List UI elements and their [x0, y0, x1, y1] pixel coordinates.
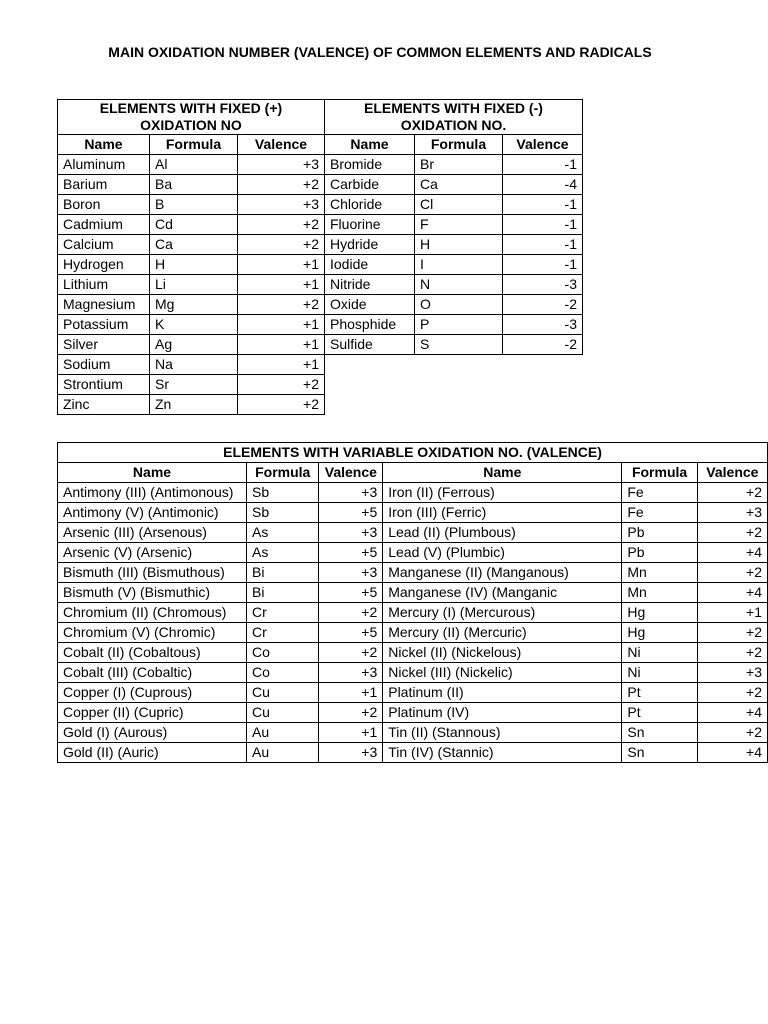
element-valence: +2 — [238, 175, 325, 195]
element-formula: Sb — [246, 483, 319, 503]
element-valence: -3 — [503, 315, 583, 335]
element-formula: Al — [150, 155, 238, 175]
element-valence: +3 — [238, 155, 325, 175]
element-valence: +2 — [697, 723, 767, 743]
element-name: Mercury (II) (Mercuric) — [383, 623, 622, 643]
element-valence: +1 — [238, 275, 325, 295]
element-name: Chromium (II) (Chromous) — [58, 603, 247, 623]
element-name: Lithium — [58, 275, 150, 295]
empty-cell — [415, 355, 503, 375]
element-valence: +1 — [319, 723, 383, 743]
element-name: Platinum (II) — [383, 683, 622, 703]
element-name: Bismuth (V) (Bismuthic) — [58, 583, 247, 603]
element-formula: Co — [246, 643, 319, 663]
element-name: Iron (III) (Ferric) — [383, 503, 622, 523]
table-row — [58, 703, 768, 723]
element-formula: N — [415, 275, 503, 295]
element-valence: +4 — [697, 703, 767, 723]
element-name: Bromide — [325, 155, 415, 175]
element-name: Copper (I) (Cuprous) — [58, 683, 247, 703]
element-valence: -1 — [503, 155, 583, 175]
element-name: Manganese (II) (Manganous) — [383, 563, 622, 583]
element-valence: +1 — [319, 683, 383, 703]
element-formula: Mg — [150, 295, 238, 315]
element-formula: Br — [415, 155, 503, 175]
element-name: Platinum (IV) — [383, 703, 622, 723]
column-header-formula: Formula — [622, 463, 697, 483]
element-valence: +2 — [238, 235, 325, 255]
element-formula: F — [415, 215, 503, 235]
element-name: Strontium — [58, 375, 150, 395]
element-name: Hydrogen — [58, 255, 150, 275]
element-name: Copper (II) (Cupric) — [58, 703, 247, 723]
element-valence: +3 — [319, 523, 383, 543]
element-valence: +2 — [319, 603, 383, 623]
table-row — [58, 743, 768, 763]
table-row — [58, 315, 583, 335]
element-valence: +2 — [319, 703, 383, 723]
element-valence: +3 — [319, 483, 383, 503]
element-name: Lead (V) (Plumbic) — [383, 543, 622, 563]
element-formula: Ca — [150, 235, 238, 255]
column-header-formula: Formula — [150, 135, 238, 155]
element-valence: +5 — [319, 543, 383, 563]
element-formula: Fe — [622, 483, 697, 503]
element-name: Arsenic (V) (Arsenic) — [58, 543, 247, 563]
element-formula: Cr — [246, 603, 319, 623]
element-valence: +2 — [697, 563, 767, 583]
element-name: Manganese (IV) (Manganic — [383, 583, 622, 603]
element-formula: Hg — [622, 603, 697, 623]
table-row — [58, 663, 768, 683]
table-row — [58, 583, 768, 603]
table-row — [58, 523, 768, 543]
element-name: Gold (I) (Aurous) — [58, 723, 247, 743]
element-valence: +1 — [697, 603, 767, 623]
element-formula: As — [246, 523, 319, 543]
element-name: Carbide — [325, 175, 415, 195]
element-name: Potassium — [58, 315, 150, 335]
table-row — [58, 375, 583, 395]
element-valence: +3 — [319, 563, 383, 583]
element-name: Phosphide — [325, 315, 415, 335]
page-title: MAIN OXIDATION NUMBER (VALENCE) OF COMMON ELEMENTS AND RADICALS — [108, 44, 652, 60]
element-formula: Na — [150, 355, 238, 375]
element-name: Boron — [58, 195, 150, 215]
element-valence: +1 — [238, 355, 325, 375]
element-valence: +5 — [319, 583, 383, 603]
element-name: Iron (II) (Ferrous) — [383, 483, 622, 503]
table-row — [58, 155, 583, 175]
table-row — [58, 483, 768, 503]
table-row — [58, 275, 583, 295]
element-formula: Sr — [150, 375, 238, 395]
empty-cell — [503, 395, 583, 415]
element-formula: Pt — [622, 703, 697, 723]
element-valence: -1 — [503, 215, 583, 235]
element-valence: +3 — [697, 663, 767, 683]
variable-header: ELEMENTS WITH VARIABLE OXIDATION NO. (VALENCE) — [58, 443, 768, 463]
element-formula: Li — [150, 275, 238, 295]
element-valence: +2 — [697, 523, 767, 543]
empty-cell — [503, 355, 583, 375]
element-formula: Bi — [246, 563, 319, 583]
element-name: Gold (II) (Auric) — [58, 743, 247, 763]
element-formula: Sn — [622, 743, 697, 763]
element-formula: Ni — [622, 663, 697, 683]
element-name: Chloride — [325, 195, 415, 215]
element-name: Cobalt (II) (Cobaltous) — [58, 643, 247, 663]
table-row — [58, 503, 768, 523]
element-name: Nitride — [325, 275, 415, 295]
element-formula: Sn — [622, 723, 697, 743]
table-row — [58, 623, 768, 643]
element-name: Sodium — [58, 355, 150, 375]
element-formula: Hg — [622, 623, 697, 643]
element-formula: Zn — [150, 395, 238, 415]
element-valence: +2 — [238, 395, 325, 415]
element-valence: +5 — [319, 623, 383, 643]
element-valence: +2 — [697, 623, 767, 643]
element-formula: Cl — [415, 195, 503, 215]
column-header-name: Name — [58, 135, 150, 155]
variable-oxidation-table — [57, 442, 768, 763]
column-header-valence: Valence — [238, 135, 325, 155]
element-name: Antimony (III) (Antimonous) — [58, 483, 247, 503]
table-row — [58, 643, 768, 663]
element-valence: +1 — [238, 255, 325, 275]
column-header-formula: Formula — [246, 463, 319, 483]
element-name: Oxide — [325, 295, 415, 315]
element-formula: Mn — [622, 563, 697, 583]
element-formula: H — [415, 235, 503, 255]
element-formula: Fe — [622, 503, 697, 523]
element-formula: O — [415, 295, 503, 315]
column-header-name: Name — [325, 135, 415, 155]
element-valence: +3 — [238, 195, 325, 215]
column-header-valence: Valence — [503, 135, 583, 155]
element-valence: +2 — [238, 215, 325, 235]
empty-cell — [415, 395, 503, 415]
element-formula: Mn — [622, 583, 697, 603]
element-valence: +2 — [238, 295, 325, 315]
element-valence: -1 — [503, 235, 583, 255]
element-name: Aluminum — [58, 155, 150, 175]
element-valence: +2 — [697, 643, 767, 663]
element-name: Cobalt (III) (Cobaltic) — [58, 663, 247, 683]
element-name: Bismuth (III) (Bismuthous) — [58, 563, 247, 583]
element-name: Antimony (V) (Antimonic) — [58, 503, 247, 523]
column-header-formula: Formula — [415, 135, 503, 155]
element-valence: +3 — [319, 663, 383, 683]
table-row — [58, 235, 583, 255]
element-formula: Au — [246, 743, 319, 763]
table-row — [58, 175, 583, 195]
element-name: Nickel (III) (Nickelic) — [383, 663, 622, 683]
element-formula: Ca — [415, 175, 503, 195]
table-row — [58, 355, 583, 375]
table-row — [58, 395, 583, 415]
element-valence: -1 — [503, 255, 583, 275]
table-row — [58, 295, 583, 315]
element-name: Sulfide — [325, 335, 415, 355]
element-name: Calcium — [58, 235, 150, 255]
element-formula: Sb — [246, 503, 319, 523]
element-formula: Cr — [246, 623, 319, 643]
table-row — [58, 195, 583, 215]
element-name: Nickel (II) (Nickelous) — [383, 643, 622, 663]
element-name: Silver — [58, 335, 150, 355]
element-formula: As — [246, 543, 319, 563]
element-valence: +1 — [238, 335, 325, 355]
element-valence: +2 — [238, 375, 325, 395]
element-valence: +1 — [238, 315, 325, 335]
element-formula: Ag — [150, 335, 238, 355]
fixed-negative-header: ELEMENTS WITH FIXED (-) OXIDATION NO. — [325, 100, 583, 135]
element-formula: P — [415, 315, 503, 335]
element-name: Tin (IV) (Stannic) — [383, 743, 622, 763]
element-formula: Pt — [622, 683, 697, 703]
element-valence: -2 — [503, 295, 583, 315]
element-valence: -3 — [503, 275, 583, 295]
element-formula: H — [150, 255, 238, 275]
table-row — [58, 543, 768, 563]
element-formula: Cu — [246, 703, 319, 723]
empty-cell — [325, 355, 415, 375]
element-name: Fluorine — [325, 215, 415, 235]
element-name: Zinc — [58, 395, 150, 415]
element-formula: I — [415, 255, 503, 275]
element-formula: Co — [246, 663, 319, 683]
table-row — [58, 723, 768, 743]
table-row — [58, 603, 768, 623]
column-header-name: Name — [383, 463, 622, 483]
table-row — [58, 255, 583, 275]
element-formula: Cu — [246, 683, 319, 703]
element-formula: Pb — [622, 523, 697, 543]
element-formula: Ni — [622, 643, 697, 663]
element-valence: +2 — [697, 683, 767, 703]
element-name: Hydride — [325, 235, 415, 255]
fixed-positive-header: ELEMENTS WITH FIXED (+) OXIDATION NO — [58, 100, 325, 135]
element-valence: +3 — [319, 743, 383, 763]
element-formula: B — [150, 195, 238, 215]
element-valence: +3 — [697, 503, 767, 523]
element-formula: Pb — [622, 543, 697, 563]
element-valence: +2 — [319, 643, 383, 663]
element-formula: Cd — [150, 215, 238, 235]
fixed-oxidation-table — [57, 99, 583, 415]
table-row — [58, 335, 583, 355]
element-name: Chromium (V) (Chromic) — [58, 623, 247, 643]
element-valence: +5 — [319, 503, 383, 523]
empty-cell — [503, 375, 583, 395]
element-name: Lead (II) (Plumbous) — [383, 523, 622, 543]
table-row — [58, 683, 768, 703]
column-header-name: Name — [58, 463, 247, 483]
element-formula: Au — [246, 723, 319, 743]
element-formula: Bi — [246, 583, 319, 603]
element-name: Mercury (I) (Mercurous) — [383, 603, 622, 623]
empty-cell — [325, 395, 415, 415]
column-header-valence: Valence — [697, 463, 767, 483]
element-valence: +2 — [697, 483, 767, 503]
element-name: Iodide — [325, 255, 415, 275]
element-valence: -4 — [503, 175, 583, 195]
element-name: Cadmium — [58, 215, 150, 235]
element-valence: +4 — [697, 583, 767, 603]
empty-cell — [325, 375, 415, 395]
element-valence: -2 — [503, 335, 583, 355]
element-valence: -1 — [503, 195, 583, 215]
table-row — [58, 215, 583, 235]
element-formula: K — [150, 315, 238, 335]
column-header-valence: Valence — [319, 463, 383, 483]
element-valence: +4 — [697, 743, 767, 763]
table-row — [58, 563, 768, 583]
element-formula: Ba — [150, 175, 238, 195]
element-valence: +4 — [697, 543, 767, 563]
element-name: Magnesium — [58, 295, 150, 315]
element-name: Arsenic (III) (Arsenous) — [58, 523, 247, 543]
element-formula: S — [415, 335, 503, 355]
empty-cell — [415, 375, 503, 395]
element-name: Barium — [58, 175, 150, 195]
element-name: Tin (II) (Stannous) — [383, 723, 622, 743]
